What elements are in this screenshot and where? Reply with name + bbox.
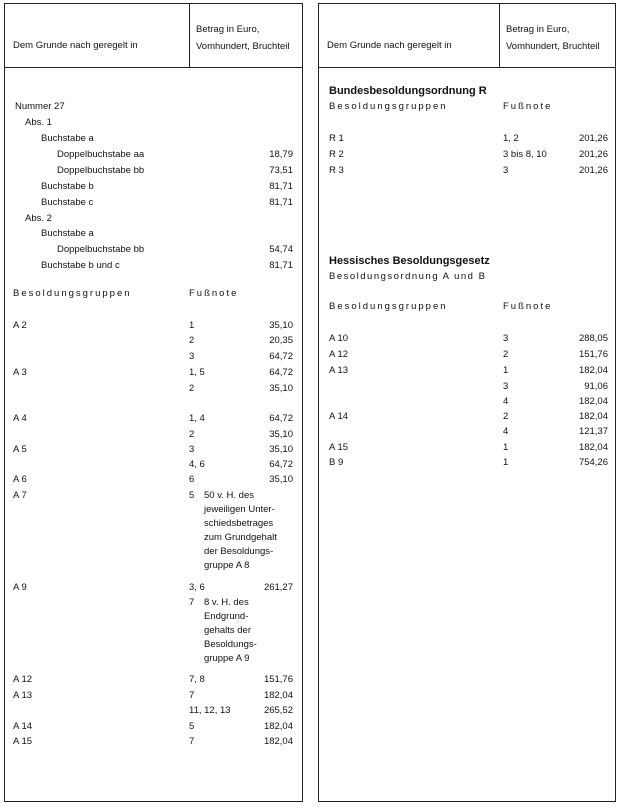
row-footnote: 4, 6 (189, 459, 205, 470)
header-col1: Dem Grunde nach geregelt in (327, 40, 452, 51)
row-label: B 9 (329, 457, 344, 468)
row-footnote: 3 (189, 444, 195, 455)
section2-subtitle (319, 270, 615, 284)
table-row (5, 673, 302, 687)
note-line: 50 v. H. des (204, 490, 254, 501)
row-label: Buchstabe b und c (41, 260, 120, 271)
row-label: R 1 (329, 133, 344, 144)
row-label: A 14 (329, 411, 349, 422)
table-row (319, 132, 615, 146)
table-row (319, 148, 615, 162)
groups-header-label: Besoldungsgruppen (13, 288, 132, 299)
table-row (5, 196, 302, 210)
table-row (319, 395, 615, 409)
table-row (5, 350, 302, 364)
row-amount: 54,74 (269, 244, 293, 255)
table-row (5, 132, 302, 146)
row-amount: 35,10 (269, 444, 293, 455)
note-line: der Besoldungs- (204, 546, 274, 557)
left-panel (4, 3, 303, 802)
table-row (5, 116, 302, 130)
row-label: Nummer 27 (15, 101, 65, 112)
row-label: A 13 (329, 365, 349, 376)
note-line: gehalts der (204, 625, 252, 636)
row-footnote: 4 (503, 426, 509, 437)
row-footnote: 5 (189, 721, 195, 732)
row-amount: 151,76 (263, 674, 293, 685)
header-col2 (196, 21, 289, 55)
note-line: schiedsbetrages (204, 518, 274, 529)
table-row (5, 443, 302, 457)
row-amount: 18,79 (269, 149, 293, 160)
note-a7 (204, 489, 277, 573)
row-amount: 754,26 (578, 457, 608, 468)
table-row (5, 319, 302, 333)
table-row (5, 428, 302, 442)
row-footnote: 1, 2 (503, 133, 519, 144)
table-row (5, 334, 302, 348)
note-line: 8 v. H. des (204, 597, 249, 608)
right-panel (318, 3, 616, 802)
row-label: A 10 (329, 333, 349, 344)
table-row (5, 366, 302, 380)
table-row (5, 259, 302, 273)
table-row (5, 180, 302, 194)
row-footnote: 3, 6 (189, 582, 205, 593)
row-amount: 64,72 (269, 459, 293, 470)
note-line: jeweiligen Unter- (204, 504, 275, 515)
header-col2-line2: Vomhundert, Bruchteil (196, 41, 290, 52)
header-col2-line1: Betrag in Euro, (196, 24, 260, 35)
row-footnote: 3 (503, 165, 509, 176)
section2-header-label: Besoldungsgruppen (329, 301, 448, 312)
row-footnote: 2 (189, 429, 195, 440)
table-row (5, 243, 302, 257)
table-row (319, 410, 615, 424)
section2-title-text: Hessisches Besoldungsgesetz (329, 255, 490, 267)
row-amount: 81,71 (269, 181, 293, 192)
table-row (5, 412, 302, 426)
row-footnote: 7, 8 (189, 674, 205, 685)
row-footnote: 2 (503, 349, 509, 360)
row-footnote: 11, 12, 13 (189, 705, 231, 716)
table-row (319, 332, 615, 346)
row-footnote: 3 (189, 351, 195, 362)
row-footnote: 1, 5 (189, 367, 205, 378)
row-label: Abs. 1 (25, 117, 52, 128)
row-label: A 12 (329, 349, 349, 360)
row-amount: 151,76 (578, 349, 608, 360)
table-row (319, 441, 615, 455)
section1-header-fn: Fußnote (503, 101, 553, 112)
row-footnote: 1 (503, 442, 509, 453)
row-footnote: 3 bis 8, 10 (503, 149, 547, 160)
row-amount: 261,27 (263, 582, 293, 593)
row-label: A 12 (13, 674, 33, 685)
section1-header-label: Besoldungsgruppen (329, 101, 448, 112)
row-amount: 265,52 (263, 705, 293, 716)
row-amount: 64,72 (269, 351, 293, 362)
row-label: Doppelbuchstabe bb (57, 244, 145, 255)
row-footnote: 7 (189, 736, 195, 747)
row-amount: 81,71 (269, 197, 293, 208)
section2-title (319, 254, 615, 268)
table-row (5, 382, 302, 396)
table-row (319, 425, 615, 439)
row-amount: 35,10 (269, 474, 293, 485)
row-footnote: 3 (503, 333, 509, 344)
row-label: Buchstabe a (41, 133, 94, 144)
table-row (5, 473, 302, 487)
row-amount: 201,26 (578, 133, 608, 144)
right-table-header (319, 4, 615, 68)
row-label: Doppelbuchstabe bb (57, 165, 145, 176)
row-amount: 64,72 (269, 413, 293, 424)
row-amount: 182,04 (263, 721, 293, 732)
header-col2-line1: Betrag in Euro, (506, 24, 570, 35)
table-row (319, 348, 615, 362)
table-row (5, 164, 302, 178)
groups-header-fn: Fußnote (189, 288, 239, 299)
row-label: Doppelbuchstabe aa (57, 149, 145, 160)
note-line: Besoldungs- (204, 639, 257, 650)
row-label: A 13 (13, 690, 33, 701)
table-row (5, 735, 302, 749)
note-line: Endgrund- (204, 611, 249, 622)
row-label: A 6 (13, 474, 27, 485)
row-label: A 15 (329, 442, 349, 453)
row-label: Buchstabe a (41, 228, 94, 239)
row-label: A 3 (13, 367, 27, 378)
section2-subtitle-text: Besoldungsordnung A und B (329, 271, 487, 282)
table-row (5, 689, 302, 703)
row-footnote: 7 (189, 597, 195, 608)
row-footnote: 2 (503, 411, 509, 422)
table-row (5, 704, 302, 718)
table-row (5, 458, 302, 472)
row-footnote: 1 (503, 457, 509, 468)
section1-title (319, 84, 615, 98)
row-footnote: 2 (189, 335, 195, 346)
row-footnote: 4 (503, 396, 509, 407)
row-footnote: 2 (189, 383, 195, 394)
row-label: Buchstabe b (41, 181, 94, 192)
note-line: gruppe A 9 (204, 653, 250, 664)
header-col2-line2: Vomhundert, Bruchteil (506, 41, 600, 52)
header-col2 (506, 21, 599, 55)
row-label: A 14 (13, 721, 33, 732)
row-amount: 35,10 (269, 320, 293, 331)
row-amount: 182,04 (578, 396, 608, 407)
section1-header (319, 100, 615, 114)
row-amount: 182,04 (578, 365, 608, 376)
row-amount: 35,10 (269, 383, 293, 394)
row-label: A 15 (13, 736, 33, 747)
header-col1: Dem Grunde nach geregelt in (13, 40, 138, 51)
row-amount: 182,04 (578, 411, 608, 422)
row-amount: 35,10 (269, 429, 293, 440)
table-row (5, 227, 302, 241)
header-separator (499, 4, 500, 67)
section2-header-fn: Fußnote (503, 301, 553, 312)
row-amount: 20,35 (269, 335, 293, 346)
row-label: A 2 (13, 320, 27, 331)
table-row (319, 164, 615, 178)
row-amount: 182,04 (263, 690, 293, 701)
row-label: Buchstabe c (41, 197, 94, 208)
table-row (5, 581, 302, 595)
row-label: Abs. 2 (25, 213, 52, 224)
row-amount: 288,05 (578, 333, 608, 344)
note-line: zum Grundgehalt (204, 532, 277, 543)
note-a9 (204, 596, 257, 666)
row-label: A 4 (13, 413, 27, 424)
row-label: A 5 (13, 444, 27, 455)
row-amount: 64,72 (269, 367, 293, 378)
note-line: gruppe A 8 (204, 560, 250, 571)
row-footnote: 7 (189, 690, 195, 701)
section2-header (319, 300, 615, 314)
row-label: A 7 (13, 490, 27, 501)
row-label: R 3 (329, 165, 344, 176)
row-amount: 182,04 (578, 442, 608, 453)
row-amount: 201,26 (578, 149, 608, 160)
table-row (5, 596, 302, 610)
row-amount: 91,06 (584, 381, 608, 392)
row-footnote: 1, 4 (189, 413, 205, 424)
row-footnote: 6 (189, 474, 195, 485)
table-row (5, 212, 302, 226)
row-label: R 2 (329, 149, 344, 160)
header-separator (189, 4, 190, 67)
table-row (5, 720, 302, 734)
row-amount: 81,71 (269, 260, 293, 271)
row-footnote: 5 (189, 490, 195, 501)
row-amount: 73,51 (269, 165, 293, 176)
row-footnote: 3 (503, 381, 509, 392)
section1-title-text: Bundesbesoldungsordnung R (329, 85, 487, 97)
table-row (5, 100, 302, 114)
table-row (319, 456, 615, 470)
left-groups-header (5, 287, 302, 301)
row-footnote: 1 (503, 365, 509, 376)
row-footnote: 1 (189, 320, 195, 331)
row-amount: 121,37 (578, 426, 608, 437)
left-table-header (5, 4, 302, 68)
row-amount: 201,26 (578, 165, 608, 176)
row-amount: 182,04 (263, 736, 293, 747)
table-row (5, 148, 302, 162)
row-label: A 9 (13, 582, 27, 593)
table-row (319, 380, 615, 394)
table-row (319, 364, 615, 378)
